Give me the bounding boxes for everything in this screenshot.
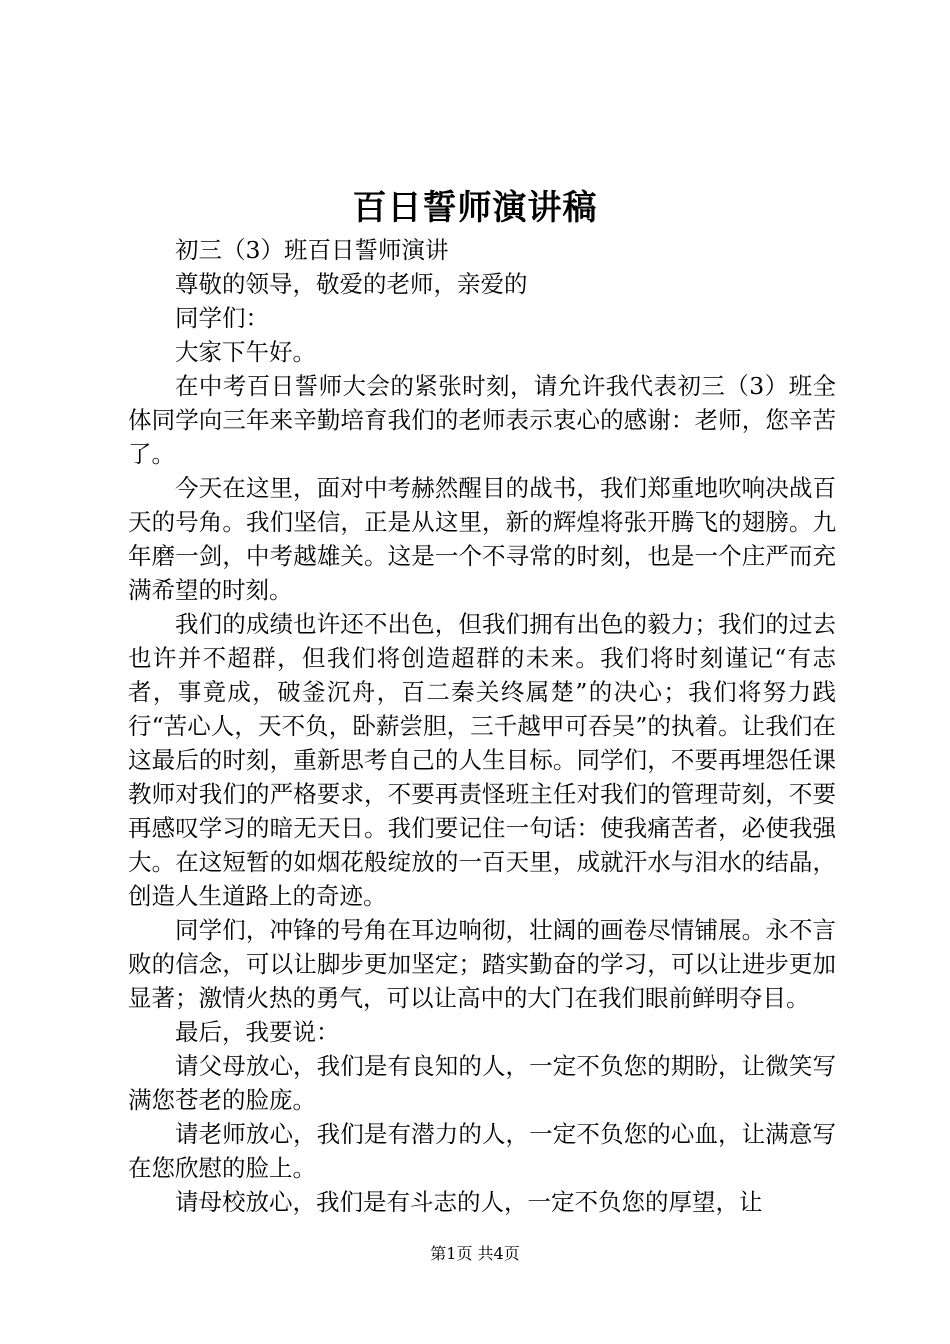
paragraph: 请母校放心，我们是有斗志的人，一定不负您的厚望，让 (175, 1188, 763, 1216)
document-body (128, 233, 836, 1219)
document-title: 百日誓师演讲稿 (352, 188, 598, 228)
paragraph: 最后，我要说： (175, 1018, 340, 1046)
paragraph: 初三（3）班百日誓师演讲 (175, 236, 449, 264)
page-number-footer: 第1页 共4页 (430, 1244, 520, 1263)
paragraph: 请老师放心，我们是有潜力的人，一定不负您的心血，让满意写在您欣慰的脸上。 (128, 1120, 836, 1182)
paragraph: 同学们： (175, 304, 269, 332)
paragraph: 大家下午好。 (175, 338, 316, 366)
paragraph: 今天在这里，面对中考赫然醒目的战书，我们郑重地吹响决战百天的号角。我们坚信，正是从这里，新的辉煌将张开腾飞的翅膀。九年磨一剑，中考越雄关。这是一个不寻常的时刻，也是一个庄严而充满希望的时刻。 (128, 474, 836, 604)
paragraph: 请父母放心，我们是有良知的人，一定不负您的期盼，让微笑写满您苍老的脸庞。 (128, 1052, 836, 1114)
paragraph: 我们的成绩也许还不出色，但我们拥有出色的毅力；我们的过去也许并不超群，但我们将创造超群的未来。我们将时刻谨记“有志者，事竟成，破釜沉舟，百二秦关终属楚”的决心；我们将努力践行“苦心人，天不负，卧薪尝胆，三千越甲可吞吴”的执着。让我们在这最后的时刻，重新思考自己的人生目标。同学们，不要再埋怨任课教师对我们的严格要求，不要再责怪班主任对我们的管理苛刻，不要再感叹学习的暗无天日。我们要记住一句话：使我痛苦者，必使我强大。在这短暂的如烟花般绽放的一百天里，成就汗水与泪水的结晶，创造人生道路上的奇迹。 (128, 610, 836, 910)
paragraph: 在中考百日誓师大会的紧张时刻，请允许我代表初三（3）班全体同学向三年来辛勤培育我们的老师表示衷心的感谢：老师，您辛苦了。 (128, 372, 836, 468)
paragraph: 同学们，冲锋的号角在耳边响彻，壮阔的画卷尽情铺展。永不言败的信念，可以让脚步更加坚定；踏实勤奋的学习，可以让进步更加显著；激情火热的勇气，可以让高中的大门在我们眼前鲜明夺目。 (128, 916, 836, 1012)
paragraph: 尊敬的领导，敬爱的老师，亲爱的 (175, 270, 528, 298)
